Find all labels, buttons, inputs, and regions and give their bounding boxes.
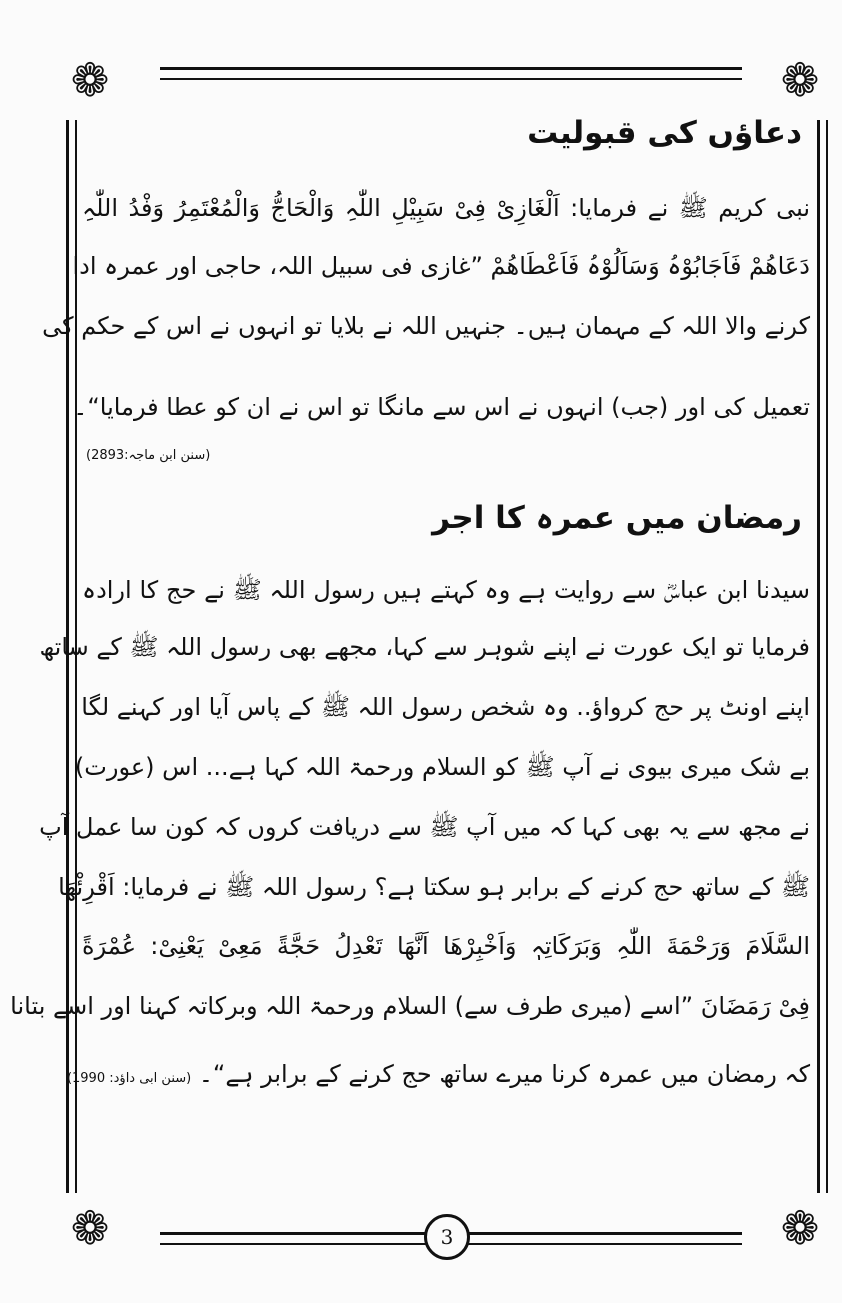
text-line: تعمیل کی اور (جب) انہوں نے اس سے مانگا تو اس نے ان کو عطا فرمایا“۔: [73, 393, 810, 421]
text-line-content: کہ رمضان میں عمرہ کرنا میرے ساتھ حج کرنے کے برابر ہے“۔: [198, 1060, 810, 1088]
text-line: [66, 1060, 810, 1088]
text-line: بے شک میری بیوی نے آپ ﷺ کو السلام ورحمۃ اللہ کہا ہے... اس (عورت): [74, 753, 810, 781]
citation: (سنن ابن ماجہ:2893): [86, 448, 211, 463]
text-line: سیدنا ابن عباسؓ سے روایت ہے وہ کہتے ہیں رسول اللہ ﷺ نے حج کا ارادہ: [82, 576, 810, 604]
section-heading: دعاؤں کی قبولیت: [527, 115, 802, 151]
text-line: السَّلَامَ وَرَحْمَةَ اللّٰہِ وَبَرَکَاتِہٖ وَاَخْبِرْھَا اَنَّھَا تَعْدِلُ حَجَّةً مَعِیْ یَعْنِیْ: عُمْرَةً: [82, 932, 810, 960]
text-line: کرنے والا اللہ کے مہمان ہیں۔ جنہیں اللہ نے بلایا تو انہوں نے اس کے حکم کی: [42, 312, 810, 340]
floral-corner-icon: ❁: [70, 53, 110, 107]
section-heading: رمضان میں عمرہ کا اجر: [432, 500, 802, 536]
floral-corner-icon: ❁: [70, 1201, 110, 1255]
text-line: فِیْ رَمَضَانَ ”اسے (میری طرف سے) السلام ورحمۃ اللہ وبرکاتہ کہنا اور اسے بتانا: [10, 992, 810, 1020]
text-line: ﷺ کے ساتھ حج کرنے کے برابر ہو سکتا ہے؟ رسول اللہ ﷺ نے فرمایا: اَقْرِئْھَا: [58, 873, 810, 901]
text-line: فرمایا تو ایک عورت نے اپنے شوہر سے کہا، مجھے بھی رسول اللہ ﷺ کے ساتھ: [39, 633, 810, 661]
floral-corner-icon: ❁: [780, 1201, 820, 1255]
floral-corner-icon: ❁: [780, 53, 820, 107]
text-line: نے مجھ سے یہ بھی کہا کہ میں آپ ﷺ سے دریافت کروں کہ کون سا عمل آپ: [39, 813, 810, 841]
right-border-line: [817, 120, 828, 1193]
page-number: 3: [424, 1214, 470, 1260]
text-line: اپنے اونٹ پر حج کرواؤ.. وہ شخص رسول اللہ ﷺ کے پاس آیا اور کہنے لگا: [81, 693, 810, 721]
top-border-line: [160, 67, 742, 80]
citation: (سنن ابی داؤد: 1990): [66, 1071, 192, 1086]
text-line: نبی کریم ﷺ نے فرمایا: اَلْغَازِیْ فِیْ سَبِیْلِ اللّٰہِ وَالْحَاجُّ وَالْمُعْتَمِرُ وَفْدُ اللّٰہِ: [82, 194, 810, 222]
text-line: دَعَاھُمْ فَاَجَابُوْہُ وَسَاَلُوْہُ فَاَعْطَاھُمْ ”غازی فی سبیل اللہ، حاجی اور عمرہ ادا: [72, 252, 810, 280]
